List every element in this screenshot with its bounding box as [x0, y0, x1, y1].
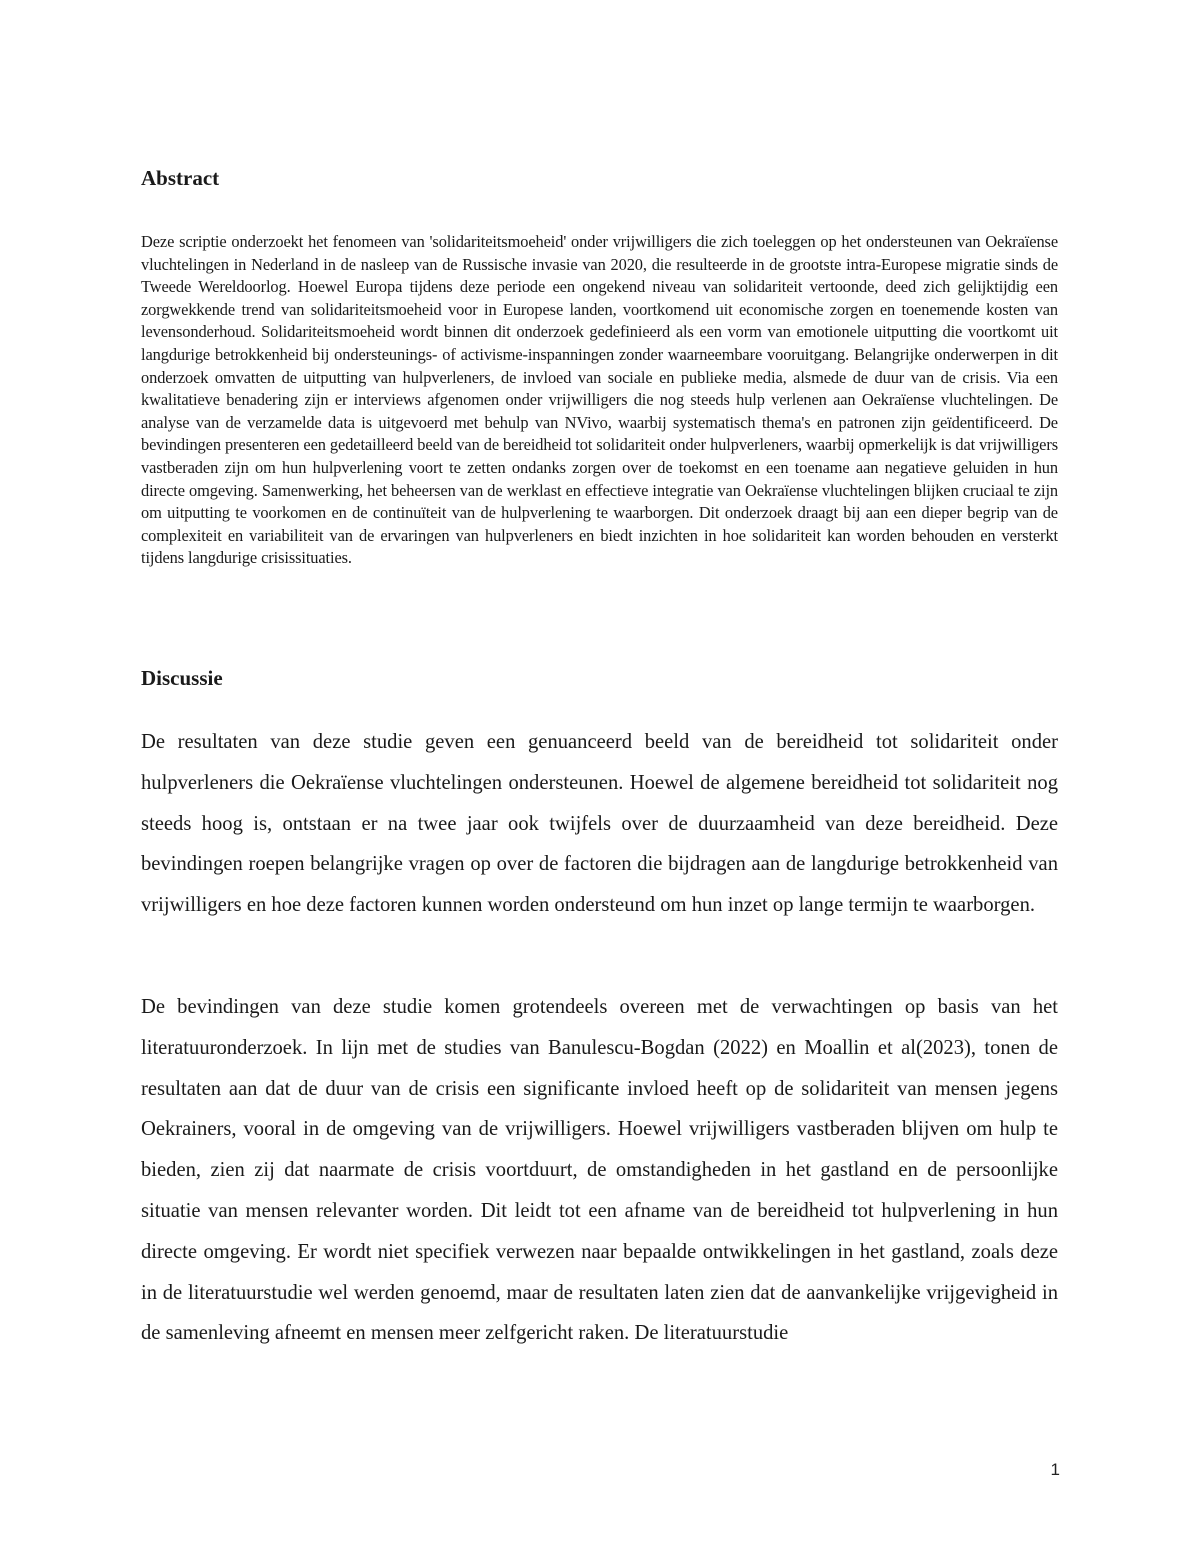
- page-number: 1: [1050, 1460, 1060, 1479]
- document-page: [141, 0, 1058, 1553]
- discussie-paragraph-2: De bevindingen van deze studie komen grotendeels overeen met de verwachtingen op basis van het literatuuronderzoek. In lijn met de studies van Banulescu-Bogdan (2022) en Moallin et al(2023), tonen de resultaten aan dat de duur van de crisis een significante invloed heeft op de solidariteit van mensen jegens Oekrainers, vooral in de omgeving van de vrijwilligers. Hoewel vrijwilligers vastberaden blijven om hulp te bieden, zien zij dat naarmate de crisis voortduurt, de omstandigheden in het gastland en de persoonlijke situatie van mensen relevanter worden. Dit leidt tot een afname van de bereidheid tot hulpverlening in hun directe omgeving. Er wordt niet specifiek verwezen naar bepaalde ontwikkelingen in het gastland, zoals deze in de literatuurstudie wel werden genoemd, maar de resultaten laten zien dat de aanvankelijke vrijgevigheid in de samenleving afneemt en mensen meer zelfgericht raken. De literatuurstudie: [141, 996, 1058, 1345]
- discussie-heading: Discussie: [141, 666, 223, 690]
- abstract-text: Deze scriptie onderzoekt het fenomeen van 'solidariteitsmoeheid' onder vrijwilligers die zich toeleggen op het ondersteunen van Oekraïense vluchtelingen in Nederland in de nasleep van de Russische invasie van 2020, die resulteerde in de grootste intra-Europese migratie sinds de Tweede Wereldoorlog. Hoewel Europa tijdens deze periode een ongekend niveau van solidariteit vertoonde, deed zich gelijktijdig een zorgwekkende trend van solidariteitsmoeheid voor in Europese landen, voortkomend uit economische zorgen en toenemende kosten van levensonderhoud. Solidariteitsmoeheid wordt binnen dit onderzoek gedefinieerd als een vorm van emotionele uitputting die voortkomt uit langdurige betrokkenheid bij ondersteunings- of activisme-inspanningen zonder waarneembare vooruitgang. Belangrijke onderwerpen in dit onderzoek omvatten de uitputting van hulpverleners, de invloed van sociale en publieke media, alsmede de duur van de crisis. Via een kwalitatieve benadering zijn er interviews afgenomen onder vrijwilligers die nog steeds hulp verlenen aan Oekraïense vluchtelingen. De analyse van de verzamelde data is uitgevoerd met behulp van NVivo, waarbij systematisch thema's en patronen zijn geïdentificeerd. De bevindingen presenteren een gedetailleerd beeld van de bereidheid tot solidariteit onder hulpverleners, waarbij opmerkelijk is dat vrijwilligers vastberaden zijn om hun hulpverlening voort te zetten ondanks zorgen over de toekomst en een toename aan negatieve geluiden in hun directe omgeving. Samenwerking, het beheersen van de werklast en effectieve integratie van Oekraïense vluchtelingen blijken cruciaal te zijn om uitputting te voorkomen en de continuïteit van de hulpverlening te waarborgen. Dit onderzoek draagt bij aan een dieper begrip van de complexiteit en variabiliteit van de ervaringen van hulpverleners en biedt inzichten in hoe solidariteit kan worden behouden en versterkt tijdens langdurige crisissituaties.: [141, 232, 1058, 568]
- abstract-heading: Abstract: [141, 166, 220, 190]
- discussie-paragraph-1: De resultaten van deze studie geven een genuanceerd beeld van de bereidheid tot solidariteit onder hulpverleners die Oekraïense vluchtelingen ondersteunen. Hoewel de algemene bereidheid tot solidariteit nog steeds hoog is, ontstaan er na twee jaar ook twijfels over de duurzaamheid van deze bereidheid. Deze bevindingen roepen belangrijke vragen op over de factoren die bijdragen aan de langdurige betrokkenheid van vrijwilligers en hoe deze factoren kunnen worden ondersteund om hun inzet op lange termijn te waarborgen.: [141, 731, 1058, 917]
